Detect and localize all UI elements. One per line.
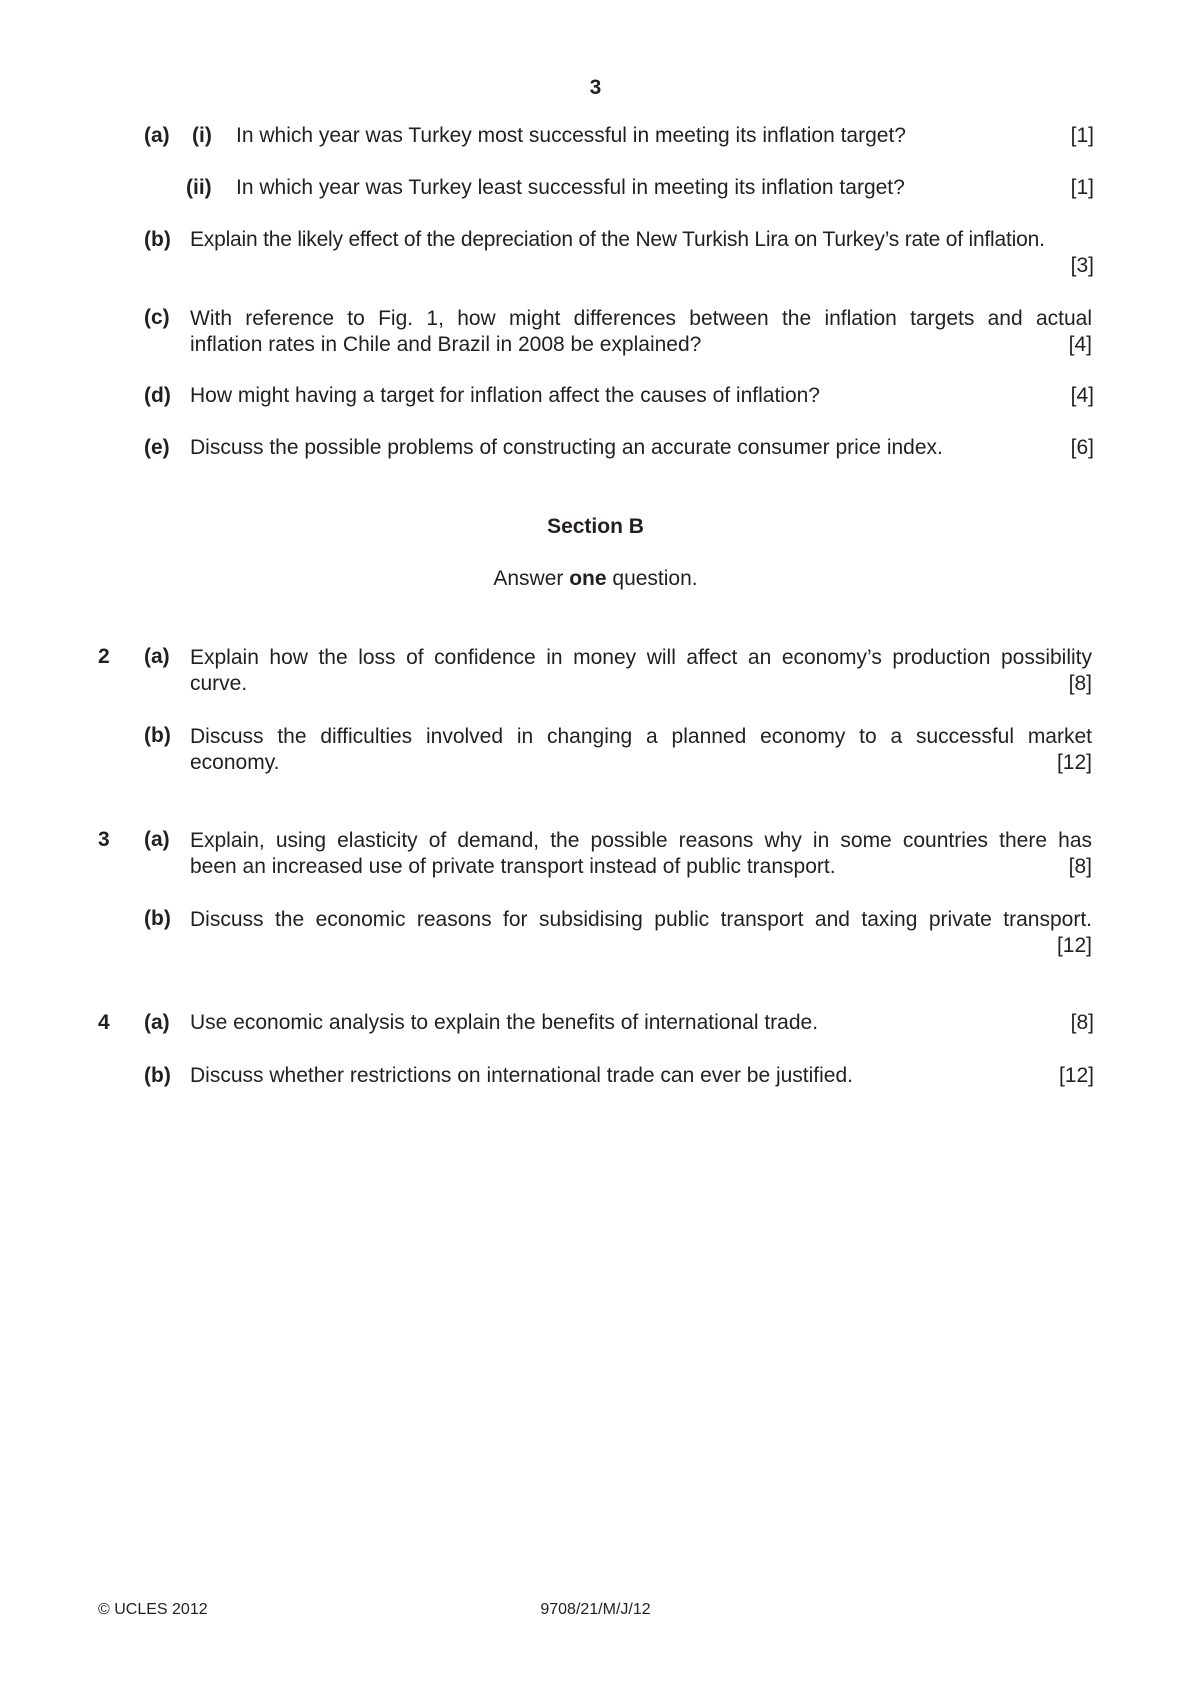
section-b-instruction: [0, 567, 1191, 591]
q1-part-a-ii-text: In which year was Turkey least successful in meeting its inflation target?: [236, 176, 905, 199]
q2-part-a-line-1: Explain how the loss of confidence in money will affect an economy’s production possibility: [190, 646, 1092, 669]
q2-part-a-text: [190, 645, 1092, 697]
q1-part-b-text: Explain the likely effect of the depreciation of the New Turkish Lira on Turkey’s rate of inflation.: [190, 228, 1045, 251]
q3-number: 3: [98, 828, 110, 851]
q1-part-e-mark: [6]: [1070, 436, 1094, 459]
q3-part-a-line-1: Explain, using elasticity of demand, the possible reasons why in some countries there has: [190, 829, 1092, 852]
q2-part-b-mark: [12]: [1056, 751, 1092, 774]
q3-part-a-line-2-row: [190, 854, 1092, 880]
q3-part-a-label: (a): [144, 828, 170, 851]
q3-part-a-text: [190, 828, 1092, 880]
q2-part-b-text: [190, 724, 1092, 776]
q2-part-a-mark: [8]: [1068, 672, 1092, 695]
q1-part-d-label: (d): [144, 384, 171, 407]
q4-part-b-label: (b): [144, 1064, 171, 1087]
q1-part-c-label: (c): [144, 306, 170, 329]
q2-part-b-line-1: Discuss the difficulties involved in changing a planned economy to a successful market: [190, 725, 1092, 748]
q3-part-b-label: (b): [144, 907, 171, 930]
instruction-post: question.: [606, 567, 698, 590]
q1-part-d-mark: [4]: [1070, 384, 1094, 407]
q1-part-b-mark: [3]: [1070, 254, 1094, 277]
q1-part-a-label: (a): [144, 124, 170, 147]
q1-part-b-label: (b): [144, 228, 171, 251]
instruction-pre: Answer: [493, 567, 570, 590]
q2-part-b-label: (b): [144, 724, 171, 747]
page-number: 3: [589, 76, 602, 99]
q4-part-b-mark: [12]: [1058, 1064, 1094, 1087]
q1-part-c-line-1: With reference to Fig. 1, how might differences between the inflation targets and actual: [190, 307, 1092, 330]
q4-part-a-mark: [8]: [1070, 1011, 1094, 1034]
q1-part-a-ii-label: (ii): [186, 176, 212, 199]
q4-part-b-text: Discuss whether restrictions on international trade can ever be justified.: [190, 1064, 853, 1087]
q3-part-a-mark: [8]: [1068, 855, 1092, 878]
q1-part-e-label: (e): [144, 436, 170, 459]
q1-part-a-i-mark: [1]: [1070, 124, 1094, 147]
footer-code: 9708/21/M/J/12: [540, 1601, 651, 1618]
q4-part-a-text: Use economic analysis to explain the benefits of international trade.: [190, 1011, 819, 1034]
section-b-title: Section B: [547, 515, 644, 538]
q2-part-a-label: (a): [144, 645, 170, 668]
q2-part-b-line-2-row: [190, 750, 1092, 776]
q1-part-a-i-text: In which year was Turkey most successful in meeting its inflation target?: [236, 124, 906, 147]
q3-part-b-mark: [12]: [1056, 934, 1092, 957]
q1-part-c-mark: [4]: [1068, 333, 1092, 356]
q1-part-a-ii-mark: [1]: [1070, 176, 1094, 199]
q2-part-a-line-2-row: [190, 671, 1092, 697]
q1-part-a-i-label: (i): [192, 124, 212, 147]
instruction-bold: one: [569, 567, 607, 590]
q1-part-c-line-2: inflation rates in Chile and Brazil in 2008 be explained?: [190, 333, 702, 356]
q1-part-e-text: Discuss the possible problems of constructing an accurate consumer price index.: [190, 436, 943, 459]
q2-part-b-line-2: economy.: [190, 751, 280, 774]
footer-copyright: © UCLES 2012: [98, 1601, 208, 1618]
q1-part-c-line-2-row: [190, 332, 1092, 358]
q3-part-b-line-1: Discuss the economic reasons for subsidising public transport and taxing private transport.: [190, 908, 1092, 931]
q4-part-a-label: (a): [144, 1011, 170, 1034]
q1-part-c-text: [190, 306, 1092, 358]
q3-part-b-text: [190, 907, 1092, 959]
q2-part-a-line-2: curve.: [190, 672, 248, 695]
q4-number: 4: [98, 1011, 110, 1034]
q3-part-a-line-2: been an increased use of private transport instead of public transport.: [190, 855, 836, 878]
q1-part-d-text: How might having a target for inflation affect the causes of inflation?: [190, 384, 820, 407]
q2-number: 2: [98, 645, 110, 668]
